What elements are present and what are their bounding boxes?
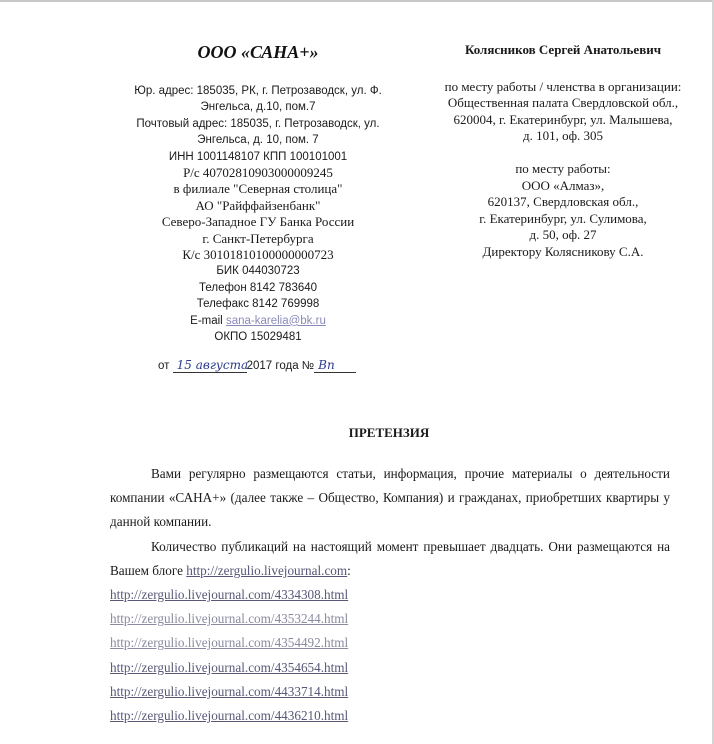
document-body [110, 462, 670, 728]
sender-company-name: ООО «САНА+» [197, 42, 319, 62]
bank-city: г. Санкт-Петербурга [202, 230, 314, 246]
publication-link[interactable]: http://zergulio.livejournal.com/4354492.html [110, 635, 349, 651]
recipient-block1-line: Общественная палата Свердловской обл., [447, 95, 679, 111]
list-item [110, 680, 670, 704]
bank-name: АО "Райффайзенбанк" [195, 197, 321, 213]
recipient-block2-line: г. Екатеринбург, ул. Сулимова, [479, 210, 647, 226]
list-item [110, 656, 670, 680]
correspondent-account: К/с 30101810100000000723 [182, 247, 334, 263]
recipient-block2-line: ООО «Алмаз», [521, 177, 605, 193]
bank-department: Северо-Западное ГУ Банка России [161, 214, 355, 230]
recipient-block2-line: 620137, Свердловская обл., [487, 194, 639, 210]
bank-account: Р/с 40702810903000009245 [183, 165, 333, 181]
recipient-block1-line: по месту работы / членства в организации: [444, 78, 682, 94]
outgoing-date-line [158, 358, 356, 373]
recipient-block2-line: по месту работы: [515, 160, 611, 176]
handwritten-date: 15 августа [173, 358, 247, 373]
recipient-block2-line: Директору Колясникову С.А. [482, 243, 644, 259]
page-top-edge [0, 0, 714, 2]
publication-link[interactable]: http://zergulio.livejournal.com/4433714.html [110, 683, 349, 699]
publication-link[interactable]: http://zergulio.livejournal.com/4353244.html [110, 611, 349, 627]
sender-letterhead [118, 40, 398, 346]
bik: БИК 044030723 [216, 265, 300, 278]
postal-address-line-1: Почтовый адрес: 185035, г. Петрозаводск, ул. [136, 117, 380, 130]
document-title: ПРЕТЕНЗИЯ [348, 425, 430, 440]
paragraph-2-text: Количество публикаций на настоящий момент превышает двадцать. Они размещаются на Вашем блоге [110, 538, 670, 578]
publication-link[interactable]: http://zergulio.livejournal.com/4334308.html [110, 587, 349, 603]
paragraph-2-end: : [347, 562, 351, 578]
publication-link[interactable]: http://zergulio.livejournal.com/4354654.html [110, 659, 349, 675]
list-item [110, 583, 670, 607]
body-paragraph-1: Вами регулярно размещаются статьи, информация, прочие материалы о деятельности компании «САНА+» (далее также – Общество, Компания) и гражданах, приобретших квартиры у данной компании. [110, 466, 670, 530]
email-label: E-mail [190, 314, 223, 327]
inn-kpp: ИНН 1001148107 КПП 100101001 [168, 150, 348, 163]
email-link[interactable]: sana-karelia@bk.ru [225, 314, 326, 327]
recipient-block [418, 42, 708, 261]
list-item [110, 704, 670, 728]
body-paragraph-2 [110, 535, 670, 583]
postal-address-line-2: Энгельса, д. 10, пом. 7 [197, 134, 319, 147]
bank-branch: в филиале "Северная столица" [173, 181, 343, 197]
phone: Телефон 8142 783640 [198, 281, 318, 294]
okpo: ОКПО 15029481 [214, 331, 302, 344]
legal-address-line-2: Энгельса, д.10, пом.7 [200, 101, 316, 114]
date-prefix: от [158, 360, 170, 372]
blog-link[interactable]: http://zergulio.livejournal.com [186, 562, 348, 578]
list-item [110, 607, 670, 631]
recipient-block2-line: д. 50, оф. 27 [529, 227, 597, 243]
fax: Телефакс 8142 769998 [196, 298, 320, 311]
email-line [118, 313, 398, 329]
handwritten-number: Вп [314, 358, 356, 373]
recipient-block1-line: 620004, г. Екатеринбург, ул. Малышева, [453, 111, 673, 127]
legal-address-line-1: Юр. адрес: 185035, РК, г. Петрозаводск, ул. Ф. [134, 85, 382, 97]
list-item [110, 631, 670, 655]
recipient-spacer [418, 145, 708, 161]
recipient-name: Колясников Сергей Анатольевич [464, 42, 662, 57]
recipient-block1-line: д. 101, оф. 305 [522, 128, 604, 144]
publication-links-list [110, 583, 670, 728]
publication-link[interactable]: http://zergulio.livejournal.com/4436210.html [110, 708, 349, 724]
date-year-text: 2017 года № [246, 360, 315, 372]
